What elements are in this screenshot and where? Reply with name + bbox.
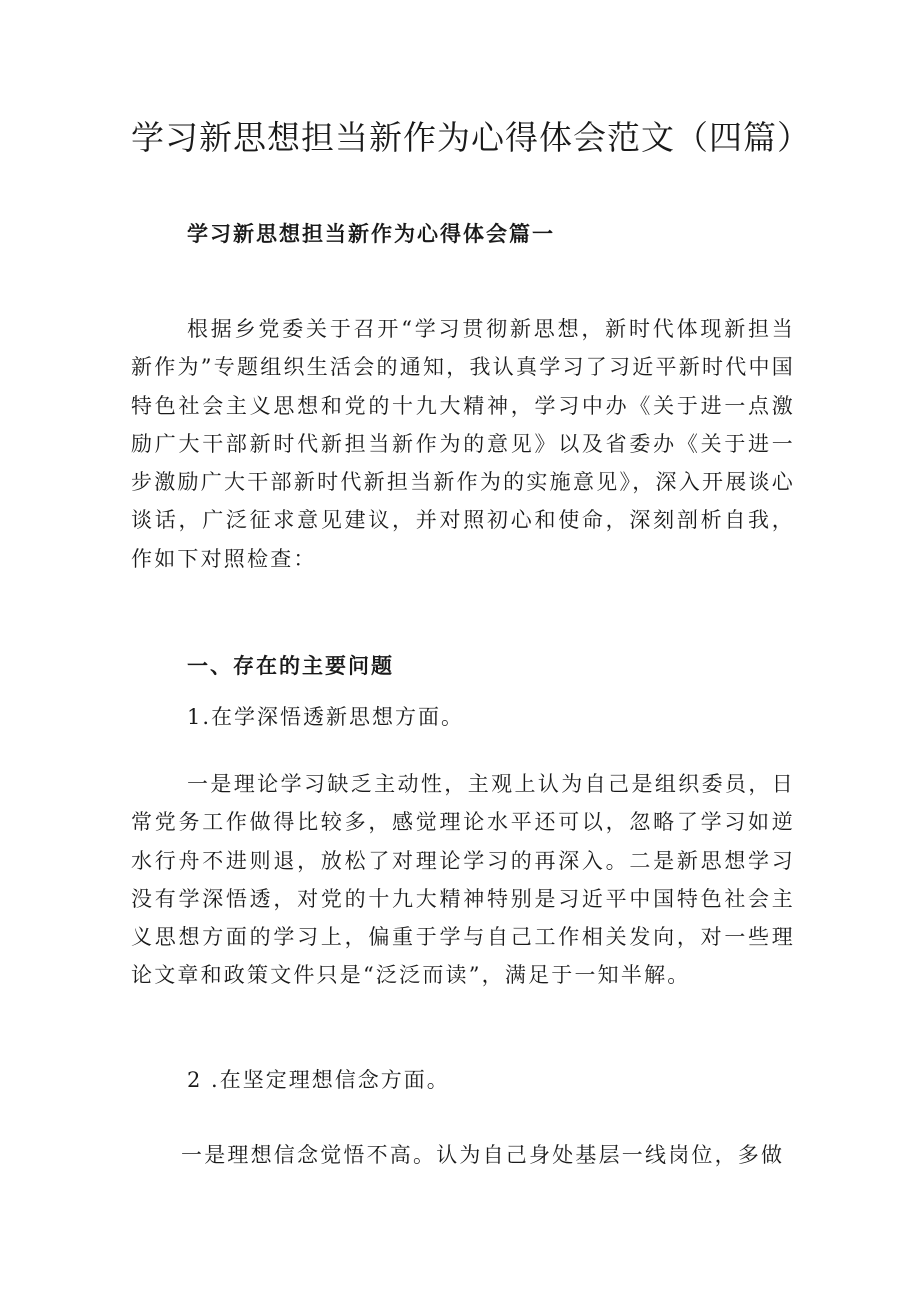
document-title: 学习新思想担当新作为心得体会范文（四篇） <box>131 118 811 157</box>
paragraph-item-2: 一是理想信念觉悟不高。认为自己身处基层一线岗位，多做 <box>181 1143 785 1167</box>
paragraph-item-1: 一是理论学习缺乏主动性，主观上认为自己是组织委员，日常党务工作做得比较多，感觉理论水平还可以，忽略了学习如逆水行舟不进则退，放松了对理论学习的再深入。二是新思想学习没有学深悟透，对党的十九大精神特别是习近平中国特色社会主义思想方面的学习上，偏重于学与自己工作相关发向，对一些理论文章和政策文件只是“泛泛而读”，满足于一知半解。 <box>131 772 795 988</box>
paragraph-intro: 根据乡党委关于召开“学习贯彻新思想，新时代体现新担当新作为”专题组织生活会的通知，我认真学习了习近平新时代中国特色社会主义思想和党的十九大精神，学习中办《关于进一点激励广大干部新时代新担当新作为的意见》以及省委办《关于进一步激励广大干部新时代新担当新作为的实施意见》，深入开展谈心谈话，广泛征求意见建议，并对照初心和使命，深刻剖析自我，作如下对照检查： <box>131 317 795 571</box>
section-heading-problems: 一、存在的主要问题 <box>187 653 394 678</box>
list-item-heading-1: 1.在学深悟透新思想方面。 <box>187 705 465 729</box>
list-item-heading-2: 2 .在坚定理想信念方面。 <box>187 1068 450 1092</box>
document-subtitle: 学习新思想担当新作为心得体会篇一 <box>187 221 555 246</box>
